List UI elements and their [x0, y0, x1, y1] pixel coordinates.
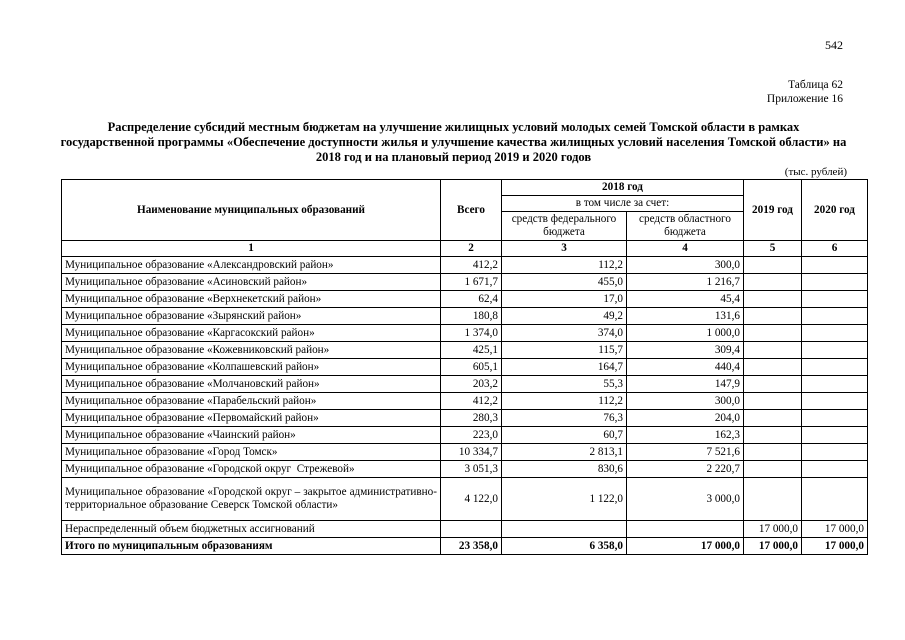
y2020-cell: [802, 257, 868, 274]
header-total: Всего: [441, 180, 502, 241]
y2020-cell: 17 000,0: [802, 521, 868, 538]
total-cell: 10 334,7: [441, 444, 502, 461]
municipality-name: Муниципальное образование «Городской округ Стрежевой»: [62, 461, 441, 478]
table-row: [62, 257, 868, 274]
municipality-name: Муниципальное образование «Первомайский район»: [62, 410, 441, 427]
regional-cell: 162,3: [627, 427, 744, 444]
total-cell: 62,4: [441, 291, 502, 308]
federal-cell: 164,7: [502, 359, 627, 376]
y2019-cell: [744, 427, 802, 444]
table-row: [62, 393, 868, 410]
y2019-cell: [744, 342, 802, 359]
total-cell: 4 122,0: [441, 478, 502, 521]
federal-cell: 374,0: [502, 325, 627, 342]
y2020-cell: [802, 308, 868, 325]
table-row: [62, 274, 868, 291]
federal-cell: 112,2: [502, 257, 627, 274]
municipality-name: Муниципальное образование «Городской округ – закрытое административно-территориальное образование Северск Томской области»: [62, 478, 441, 521]
y2019-cell: [744, 478, 802, 521]
municipality-name: Муниципальное образование «Молчановский район»: [62, 376, 441, 393]
y2020-cell: [802, 410, 868, 427]
table-row: [62, 427, 868, 444]
header-row-1: [62, 180, 868, 196]
federal-cell: 115,7: [502, 342, 627, 359]
y2019-cell: [744, 410, 802, 427]
regional-cell: 1 000,0: [627, 325, 744, 342]
y2020-cell: [802, 325, 868, 342]
y2020-cell: [802, 478, 868, 521]
municipality-name: Нераспределенный объем бюджетных ассигнований: [62, 521, 441, 538]
y2020-cell: [802, 291, 868, 308]
municipality-name: Муниципальное образование «Парабельский район»: [62, 393, 441, 410]
page-number: 542: [825, 38, 843, 52]
y2019-cell: [744, 359, 802, 376]
total-cell: 23 358,0: [441, 538, 502, 555]
y2019-cell: [744, 461, 802, 478]
column-number: 2: [441, 241, 502, 257]
federal-cell: 2 813,1: [502, 444, 627, 461]
column-number: 4: [627, 241, 744, 257]
federal-cell: 60,7: [502, 427, 627, 444]
federal-cell: [502, 521, 627, 538]
y2019-cell: [744, 376, 802, 393]
regional-cell: 300,0: [627, 393, 744, 410]
units-label: (тыс. рублей): [784, 166, 847, 178]
column-number: 6: [802, 241, 868, 257]
federal-cell: 455,0: [502, 274, 627, 291]
table-row: [62, 376, 868, 393]
total-cell: 605,1: [441, 359, 502, 376]
y2020-cell: [802, 359, 868, 376]
federal-cell: 76,3: [502, 410, 627, 427]
y2019-cell: 17 000,0: [744, 521, 802, 538]
federal-cell: 55,3: [502, 376, 627, 393]
table-row: [62, 461, 868, 478]
y2020-cell: [802, 274, 868, 291]
regional-cell: 17 000,0: [627, 538, 744, 555]
y2020-cell: [802, 393, 868, 410]
municipality-name: Муниципальное образование «Кожевниковский район»: [62, 342, 441, 359]
y2020-cell: [802, 342, 868, 359]
total-cell: 425,1: [441, 342, 502, 359]
y2020-cell: [802, 461, 868, 478]
total-cell: [441, 521, 502, 538]
regional-cell: 131,6: [627, 308, 744, 325]
total-cell: 3 051,3: [441, 461, 502, 478]
regional-cell: 3 000,0: [627, 478, 744, 521]
y2019-cell: [744, 308, 802, 325]
total-cell: 1 374,0: [441, 325, 502, 342]
regional-cell: 7 521,6: [627, 444, 744, 461]
y2019-cell: [744, 444, 802, 461]
total-cell: 180,8: [441, 308, 502, 325]
total-label: Итого по муниципальным образованиям: [62, 538, 441, 555]
header-2018: 2018 год: [502, 180, 744, 196]
header-federal: средств федерального бюджета: [502, 212, 627, 241]
y2020-cell: [802, 376, 868, 393]
y2019-cell: [744, 274, 802, 291]
y2019-cell: [744, 325, 802, 342]
total-cell: 203,2: [441, 376, 502, 393]
regional-cell: 147,9: [627, 376, 744, 393]
regional-cell: 45,4: [627, 291, 744, 308]
federal-cell: 49,2: [502, 308, 627, 325]
regional-cell: 204,0: [627, 410, 744, 427]
table-row: [62, 478, 868, 521]
regional-cell: 309,4: [627, 342, 744, 359]
federal-cell: 17,0: [502, 291, 627, 308]
y2019-cell: 17 000,0: [744, 538, 802, 555]
header-2019: 2019 год: [744, 180, 802, 241]
municipality-name: Муниципальное образование «Асиновский район»: [62, 274, 441, 291]
federal-cell: 1 122,0: [502, 478, 627, 521]
total-row: [62, 538, 868, 555]
table-row: [62, 342, 868, 359]
column-number: 1: [62, 241, 441, 257]
federal-cell: 830,6: [502, 461, 627, 478]
column-number: 3: [502, 241, 627, 257]
table-row: [62, 444, 868, 461]
table-row: [62, 308, 868, 325]
regional-cell: 2 220,7: [627, 461, 744, 478]
regional-cell: [627, 521, 744, 538]
table-row: [62, 521, 868, 538]
municipality-name: Муниципальное образование «Зырянский район»: [62, 308, 441, 325]
regional-cell: 1 216,7: [627, 274, 744, 291]
column-numbers-row: [62, 241, 868, 257]
column-number: 5: [744, 241, 802, 257]
y2020-cell: 17 000,0: [802, 538, 868, 555]
table-row: [62, 325, 868, 342]
table-row: [62, 291, 868, 308]
y2019-cell: [744, 291, 802, 308]
header-name: Наименование муниципальных образований: [62, 180, 441, 241]
federal-cell: 112,2: [502, 393, 627, 410]
municipality-name: Муниципальное образование «Александровский район»: [62, 257, 441, 274]
regional-cell: 440,4: [627, 359, 744, 376]
table-label: Таблица 62: [788, 79, 843, 91]
header-2020: 2020 год: [802, 180, 868, 241]
municipality-name: Муниципальное образование «Город Томск»: [62, 444, 441, 461]
federal-cell: 6 358,0: [502, 538, 627, 555]
municipality-name: Муниципальное образование «Колпашевский район»: [62, 359, 441, 376]
y2020-cell: [802, 427, 868, 444]
header-regional: средств областного бюджета: [627, 212, 744, 241]
y2019-cell: [744, 393, 802, 410]
regional-cell: 300,0: [627, 257, 744, 274]
y2019-cell: [744, 257, 802, 274]
total-cell: 412,2: [441, 393, 502, 410]
municipality-name: Муниципальное образование «Каргасокский район»: [62, 325, 441, 342]
total-cell: 223,0: [441, 427, 502, 444]
y2020-cell: [802, 444, 868, 461]
total-cell: 1 671,7: [441, 274, 502, 291]
table-row: [62, 410, 868, 427]
appendix-label: Приложение 16: [766, 93, 843, 105]
total-cell: 280,3: [441, 410, 502, 427]
municipality-name: Муниципальное образование «Чаинский район»: [62, 427, 441, 444]
table-row: [62, 359, 868, 376]
total-cell: 412,2: [441, 257, 502, 274]
document-title: Распределение субсидий местным бюджетам на улучшение жилищных условий молодых семей Томской области в рамках государственной программы «Обеспечение доступности жилья и улучшение качества жилищных условий населения Томской области» на 2018 год и на плановый период 2019 и 2020 годов: [60, 120, 847, 164]
subsidy-table: [61, 179, 868, 555]
municipality-name: Муниципальное образование «Верхнекетский район»: [62, 291, 441, 308]
header-including: в том числе за счет:: [502, 196, 744, 212]
table-label-block: [767, 78, 843, 106]
